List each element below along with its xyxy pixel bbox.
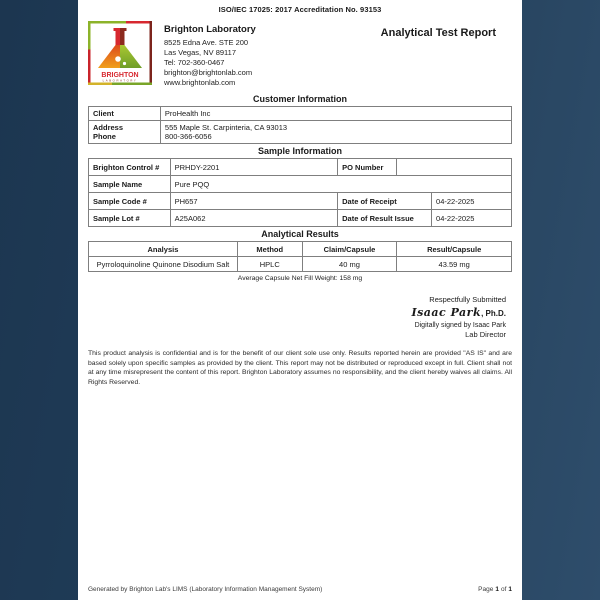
phone-value: 800-366-6056 [164,132,212,141]
customer-info-heading: Customer Information [252,94,347,104]
logo-border-left-red [88,50,91,83]
po-number-label: PO Number [338,159,397,176]
signer-title: Lab Director [465,330,506,339]
address-value: 555 Maple St. Carpinteria, CA 93013 [164,123,288,132]
table-header-row [89,242,512,257]
logo-border-right [150,21,153,85]
lab-name: Brighton Laboratory [164,24,256,35]
signature-suffix: , Ph.D. [481,309,506,318]
signature-name-row [88,306,506,319]
sample-code-label: Sample Code # [89,193,171,210]
control-number-value: PRHDY-2201 [170,159,338,176]
sample-name-label: Sample Name [89,176,171,193]
table-row [89,257,512,272]
column-header-result: Result/Capsule [397,242,512,257]
lab-email: brighton@brightonlab.com [164,68,253,77]
analytical-results-heading: Analytical Results [261,229,339,239]
letterhead [88,21,512,88]
lab-address2: Las Vegas, NV 89117 [164,48,236,57]
of-word: of [500,586,507,593]
logo-border-bottom-yellow [88,83,112,86]
signature-script: Isaac Park [411,306,482,319]
table-row [89,121,512,144]
table-row [89,193,512,210]
logo-wordmark: BRIGHTON [101,72,139,79]
logo-border-left-green [88,24,91,50]
report-page [78,0,522,600]
client-label: Client [89,107,161,121]
brighton-lab-logo [88,21,152,85]
lims-note: Generated by Brighton Lab's LIMS (Laboratory Information Management System) [88,586,323,593]
total-pages: 1 [508,586,512,593]
report-title: Analytical Test Report [380,27,496,39]
table-row [89,159,512,176]
lab-website: www.brightonlab.com [164,78,236,87]
sample-info-heading: Sample Information [257,146,342,156]
po-number-value [396,159,511,176]
claim-value: 40 mg [302,257,397,272]
logo-wordmark-sub: LABORATORY [102,78,138,83]
date-receipt-value: 04-22-2025 [432,193,512,210]
lab-phone: Tel: 702-360-0467 [164,58,225,67]
phone-label: Phone [93,132,116,141]
date-issue-value: 04-22-2025 [432,210,512,227]
analysis-value: Pyrroloquinoline Quinone Disodium Salt [89,257,238,272]
accreditation-header: ISO/IEC 17025: 2017 Accreditation No. 93153 [218,5,382,14]
digitally-signed-note: Digitally signed by Isaac Park [414,322,506,329]
lab-contact-block [164,21,256,88]
address-label: Address [93,123,124,132]
column-header-claim: Claim/Capsule [302,242,397,257]
sample-name-value: Pure PQQ [170,176,511,193]
logo-border-top-green [88,21,126,24]
signature-block [88,295,512,339]
sample-lot-value: A25A062 [170,210,338,227]
address-phone-label [89,121,161,144]
lab-address1: 8525 Edna Ave. STE 200 [164,38,249,47]
sample-info-table [88,158,512,227]
method-value: HPLC [237,257,302,272]
sample-code-value: PH657 [170,193,338,210]
page-number [478,586,512,593]
fill-weight-note: Average Capsule Net Fill Weight: 158 mg [237,275,363,282]
current-page: 1 [495,586,499,593]
control-number-label: Brighton Control # [89,159,171,176]
address-phone-value [160,121,511,144]
column-header-analysis: Analysis [89,242,238,257]
date-receipt-label: Date of Receipt [338,193,432,210]
respectfully-submitted: Respectfully Submitted [429,295,506,304]
disclaimer-text: This product analysis is confidential and is for the benefit of our client sole use only. Results reported herein are provided "AS IS" and are based solely upon specific samples as provided by the client. This report may not be distributed or reproduced except in full. Client shall not at any time misrepresent the content of this report. Brighton Laboratory assumes no responsibility, and the client hereby waives all claims. All Rights Reserved. [88,350,512,386]
logo-border-bottom-green [112,83,152,86]
page-footer [88,586,512,593]
date-issue-label: Date of Result Issue [338,210,432,227]
sample-lot-label: Sample Lot # [89,210,171,227]
result-value: 43.59 mg [397,257,512,272]
table-row [89,107,512,121]
page-word: Page [478,586,494,593]
table-row [89,210,512,227]
table-row [89,176,512,193]
customer-info-table [88,106,512,144]
client-value: ProHealth Inc [160,107,511,121]
analytical-results-table [88,241,512,272]
column-header-method: Method [237,242,302,257]
logo-border-top-red [126,21,152,24]
